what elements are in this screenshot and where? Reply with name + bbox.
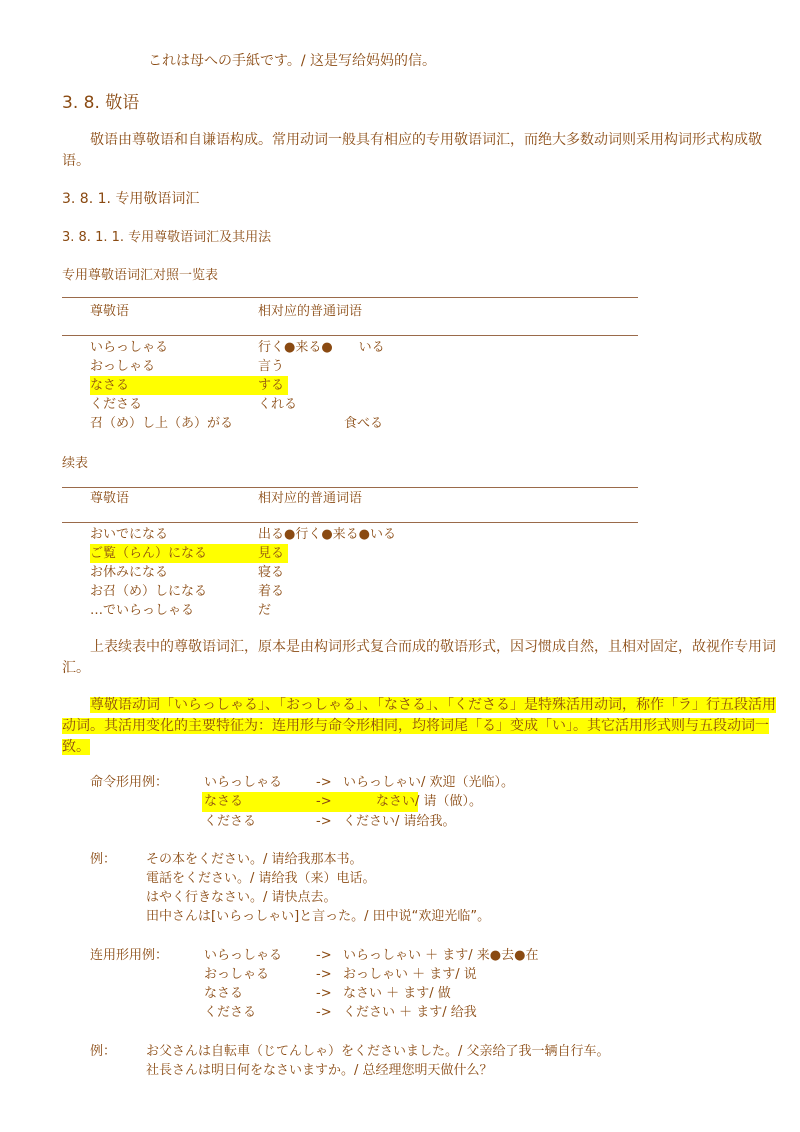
- table1-header-honorific: 尊敬语: [90, 304, 130, 319]
- continuative-arrow: ->: [316, 948, 332, 963]
- table2-row-plain: 寝る: [258, 565, 285, 580]
- table2-row-honorific: ご覧（らん）になる: [90, 546, 208, 561]
- example-line: その本をください。/ 请给我那本书。: [146, 852, 363, 867]
- table1-row-honorific: 召（め）し上（あ）がる: [90, 416, 234, 431]
- continuative-verb: くださる: [204, 1005, 257, 1020]
- example-line: はやく行きなさい。/ 请快点去。: [146, 890, 337, 905]
- continuative-arrow: ->: [316, 967, 332, 982]
- intro-text: 敬语由尊敬语和自谦语构成。常用动词一般具有相应的专用敬语词汇，而绝大多数动词则采用构词形式构成敬语。: [62, 132, 762, 169]
- paragraph-after-tables-text: 上表续表中的尊敬语词汇，原本是由构词形式复合而成的敬语形式，因习惯成自然，且相对固定，故视作专用词汇。: [62, 639, 776, 676]
- table2-row-honorific: お召（め）しになる: [90, 584, 208, 599]
- continuative-verb: なさる: [204, 986, 244, 1001]
- top-example: これは母への手紙です。/ 这是写给妈妈的信。: [148, 53, 437, 69]
- example-line: 社長さんは明日何をなさいますか。/ 总经理您明天做什么？: [146, 1063, 493, 1078]
- table1-caption: 专用尊敬语词汇对照一览表: [62, 268, 219, 283]
- example-line: 電話をください。/ 请给我（来）电话。: [146, 871, 376, 886]
- table2-caption: 续表: [62, 456, 89, 471]
- imperative-arrow: ->: [316, 794, 332, 809]
- heading-3-8-1: 3. 8. 1. 专用敬语词汇: [62, 191, 200, 207]
- table2-row-honorific: おいでになる: [90, 527, 169, 542]
- table1-row-plain: 行く●来る● いる: [258, 340, 385, 355]
- table2-row-plain: 見る: [258, 546, 285, 561]
- imperative-result: ください/ 请给我。: [343, 814, 456, 829]
- table2-row-plain: 出る●行く●来る●いる: [258, 527, 397, 542]
- continuative-label: 连用形用例：: [90, 948, 169, 963]
- imperative-result: いらっしゃい/ 欢迎（光临）。: [343, 775, 515, 790]
- table1-row-plain: する: [258, 378, 285, 393]
- table2-header-plain: 相对应的普通词语: [258, 491, 363, 506]
- table1-row-honorific: くださる: [90, 397, 143, 412]
- table1-row-honorific: いらっしゃる: [90, 340, 169, 355]
- table2-row-honorific: お休みになる: [90, 565, 169, 580]
- imperative-result: なさい/ 请（做）。: [376, 794, 483, 809]
- table1-top-rule: [62, 297, 638, 298]
- heading-3-8: 3. 8. 敬语: [62, 93, 140, 113]
- table2-row-plain: だ: [258, 603, 272, 618]
- table1-row-honorific: なさる: [90, 378, 130, 393]
- paragraph-highlighted-part-b: 称作「ラ」行五段活用动词。其活用变化的主要特征为：连用形与命令形相同，均将词尾「る」变成「い」。其它活用形式则与五段动词一致。: [62, 697, 776, 755]
- table1-row-plain: 言う: [258, 359, 285, 374]
- continuative-result: ください ＋ ます/ 给我: [343, 1005, 477, 1020]
- imperative-verb: なさる: [204, 794, 244, 809]
- continuative-verb: いらっしゃる: [204, 948, 283, 963]
- imperative-verb: くださる: [204, 814, 257, 829]
- examples1-label: 例：: [90, 852, 117, 867]
- intro-paragraph: [62, 130, 787, 172]
- example-line: お父さんは自転車（じてんしゃ）をくださいました。/ 父亲给了我一辆自行车。: [146, 1044, 610, 1059]
- table2-row-plain: 着る: [258, 584, 285, 599]
- continuative-verb: おっしゃる: [204, 967, 270, 982]
- continuative-result: おっしゃい ＋ ます/ 说: [343, 967, 477, 982]
- imperative-arrow: ->: [316, 814, 332, 829]
- example-line: 田中さんは[いらっしゃい]と言った。/ 田中说“欢迎光临”。: [146, 909, 491, 924]
- table2-header-rule: [62, 522, 638, 523]
- table1-row-honorific: おっしゃる: [90, 359, 156, 374]
- examples2-label: 例：: [90, 1044, 117, 1059]
- continuative-result: なさい ＋ ます/ 做: [343, 986, 451, 1001]
- table2-top-rule: [62, 487, 638, 488]
- table2-row-honorific: …でいらっしゃる: [90, 603, 195, 618]
- imperative-verb: いらっしゃる: [204, 775, 283, 790]
- paragraph-after-tables: [62, 637, 787, 679]
- table1-row-plain: 食べる: [344, 416, 384, 431]
- continuative-arrow: ->: [316, 986, 332, 1001]
- continuative-arrow: ->: [316, 1005, 332, 1020]
- table1-header-plain: 相对应的普通词语: [258, 304, 363, 319]
- heading-3-8-1-1: 3. 8. 1. 1. 专用尊敬语词汇及其用法: [62, 230, 272, 245]
- paragraph-highlighted-part-a: 尊敬语动词「いらっしゃる」、「おっしゃる」、「なさる」、「くださる」是特殊活用动词，: [90, 697, 636, 713]
- imperative-arrow: ->: [316, 775, 332, 790]
- table2-header-honorific: 尊敬语: [90, 491, 130, 506]
- table1-header-rule: [62, 335, 638, 336]
- paragraph-highlighted: [62, 695, 787, 758]
- imperative-label: 命令形用例：: [90, 775, 169, 790]
- continuative-result: いらっしゃい ＋ ます/ 来●去●在: [343, 948, 539, 963]
- table1-row-plain: くれる: [258, 397, 298, 412]
